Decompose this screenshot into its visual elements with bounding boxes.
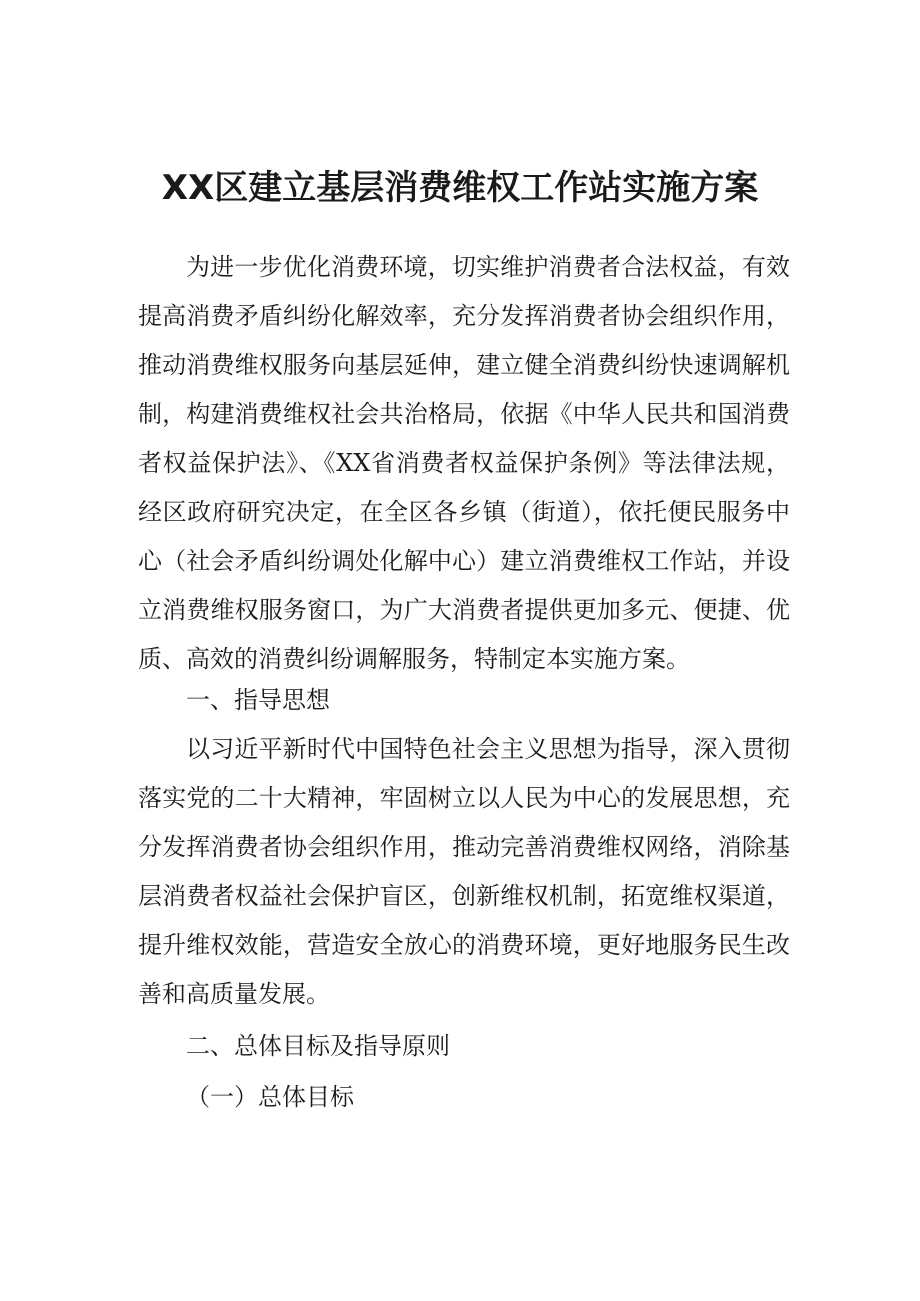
section-heading-guiding-ideology: 一、指导思想	[186, 686, 330, 714]
document-title: XX区建立基层消费维权工作站实施方案	[161, 168, 759, 208]
intro-paragraph: 为进一步优化消费环境，切实维护消费者合法权益，有效提高消费矛盾纠纷化解效率，充分发挥消费者协会组织作用，推动消费维权服务向基层延伸，建立健全消费纠纷快速调解机制，构建消费维权社会共治格局，依据《中华人民共和国消费者权益保护法》、《XX省消费者权益保护条例》等法律法规，经区政府研究决定，在全区各乡镇（街道），依托便民服务中心（社会矛盾纠纷调处化解中心）建立消费维权工作站，并设立消费维权服务窗口，为广大消费者提供更加多元、便捷、优质、高效的消费纠纷调解服务，特制定本实施方案。	[138, 253, 790, 673]
section-heading-overall-goals: 二、总体目标及指导原则	[186, 1032, 450, 1060]
guiding-ideology-paragraph: 以习近平新时代中国特色社会主义思想为指导，深入贯彻落实党的二十大精神，牢固树立以人民为中心的发展思想，充分发挥消费者协会组织作用，推动完善消费维权网络，消除基层消费者权益社会保护盲区，创新维权机制，拓宽维权渠道，提升维权效能，营造安全放心的消费环境，更好地服务民生改善和高质量发展。	[138, 735, 790, 1008]
sub-heading-overall-goal: （一）总体目标	[186, 1083, 354, 1111]
